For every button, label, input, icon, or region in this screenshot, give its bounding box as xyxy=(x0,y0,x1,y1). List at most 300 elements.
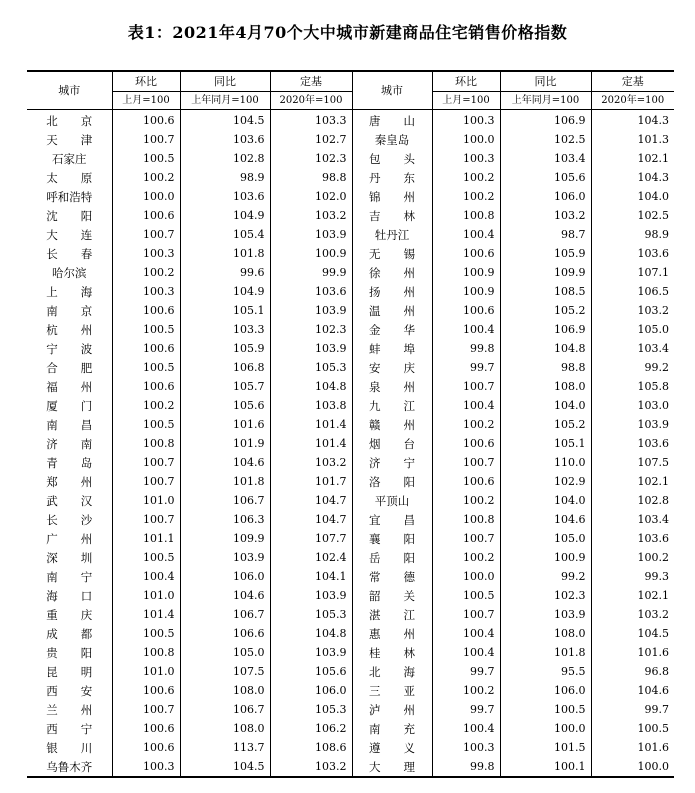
left-city-name: 南 宁 xyxy=(27,567,112,586)
table-row xyxy=(27,757,674,777)
left-mom-value: 100.5 xyxy=(112,624,180,643)
table-title: 表1：2021年4月70个大中城市新建商品住宅销售价格指数 xyxy=(127,23,568,42)
right-yoy-value: 106.0 xyxy=(500,681,591,700)
right-mom-value: 100.2 xyxy=(432,681,500,700)
table-row xyxy=(27,453,674,472)
left-mom-value: 101.1 xyxy=(112,529,180,548)
right-yoy-value: 106.9 xyxy=(500,320,591,339)
left-base-value: 103.9 xyxy=(270,225,352,244)
left-yoy-value: 105.0 xyxy=(180,643,270,662)
right-city-name: 大 理 xyxy=(352,757,432,777)
right-city-name: 遵 义 xyxy=(352,738,432,757)
table-row xyxy=(27,662,674,681)
table-row xyxy=(27,206,674,225)
right-mom-value: 100.7 xyxy=(432,453,500,472)
left-yoy-value: 105.7 xyxy=(180,377,270,396)
left-base-value: 103.2 xyxy=(270,453,352,472)
left-yoy-value: 103.6 xyxy=(180,187,270,206)
right-mom-value: 100.2 xyxy=(432,491,500,510)
right-city-name: 三 亚 xyxy=(352,681,432,700)
left-base-value: 101.7 xyxy=(270,472,352,491)
left-yoy-value: 105.9 xyxy=(180,339,270,358)
left-yoy-value: 98.9 xyxy=(180,168,270,187)
left-city-name: 南 昌 xyxy=(27,415,112,434)
left-mom-value: 100.7 xyxy=(112,225,180,244)
left-yoy-value: 106.3 xyxy=(180,510,270,529)
right-yoy-value: 105.1 xyxy=(500,434,591,453)
left-base-value: 103.9 xyxy=(270,301,352,320)
right-mom-value: 100.6 xyxy=(432,301,500,320)
right-yoy-value: 104.8 xyxy=(500,339,591,358)
left-base-value: 102.7 xyxy=(270,130,352,149)
right-yoy-value: 104.0 xyxy=(500,396,591,415)
left-base-value: 103.9 xyxy=(270,643,352,662)
right-city-name: 九 江 xyxy=(352,396,432,415)
left-mom-value: 100.7 xyxy=(112,510,180,529)
left-base-value: 103.3 xyxy=(270,110,352,131)
right-base-value: 103.6 xyxy=(637,436,669,450)
right-mom-value: 100.0 xyxy=(432,130,500,149)
left-mom-value: 100.8 xyxy=(112,643,180,662)
left-mom-value: 100.6 xyxy=(112,206,180,225)
left-city-name: 广 州 xyxy=(27,529,112,548)
right-city-name: 吉 林 xyxy=(352,206,432,225)
table-row xyxy=(27,282,674,301)
right-city-name: 北 海 xyxy=(352,662,432,681)
left-base-value: 108.6 xyxy=(270,738,352,757)
right-city-name: 赣 州 xyxy=(352,415,432,434)
right-city-name: 平顶山 xyxy=(352,491,432,510)
left-mom-value: 100.6 xyxy=(112,681,180,700)
table-row xyxy=(27,719,674,738)
table-row xyxy=(27,149,674,168)
left-base-value: 100.9 xyxy=(270,244,352,263)
table-row xyxy=(27,130,674,149)
left-base-value: 102.4 xyxy=(270,548,352,567)
header-mom-right: 环比 xyxy=(432,71,500,92)
right-yoy-value: 110.0 xyxy=(500,453,591,472)
left-yoy-value: 108.0 xyxy=(180,719,270,738)
header-base-sub-left: 2020年=100 xyxy=(270,92,352,110)
right-mom-value: 100.8 xyxy=(432,206,500,225)
table-row xyxy=(27,358,674,377)
right-mom-value: 100.2 xyxy=(432,168,500,187)
right-mom-value: 100.2 xyxy=(432,415,500,434)
left-city-name: 上 海 xyxy=(27,282,112,301)
right-yoy-value: 101.5 xyxy=(500,738,591,757)
right-mom-value: 100.4 xyxy=(432,719,500,738)
left-yoy-value: 104.9 xyxy=(180,282,270,301)
right-mom-value: 100.4 xyxy=(432,320,500,339)
right-yoy-value: 95.5 xyxy=(500,662,591,681)
left-city-name: 昆 明 xyxy=(27,662,112,681)
right-base-value: 103.9 xyxy=(637,417,669,431)
left-base-value: 104.8 xyxy=(270,624,352,643)
right-city-name: 金 华 xyxy=(352,320,432,339)
right-yoy-value: 102.9 xyxy=(500,472,591,491)
right-yoy-value: 105.6 xyxy=(500,168,591,187)
right-base-value: 103.0 xyxy=(637,398,669,412)
left-yoy-value: 104.5 xyxy=(180,110,270,131)
right-base-value: 101.6 xyxy=(637,740,669,754)
right-base-value: 103.6 xyxy=(637,531,669,545)
table-row xyxy=(27,415,674,434)
right-mom-value: 100.2 xyxy=(432,548,500,567)
right-base-value: 107.1 xyxy=(637,265,669,279)
right-mom-value: 100.9 xyxy=(432,282,500,301)
left-yoy-value: 106.7 xyxy=(180,605,270,624)
table-row xyxy=(27,225,674,244)
left-yoy-value: 104.9 xyxy=(180,206,270,225)
right-city-name: 洛 阳 xyxy=(352,472,432,491)
table-row xyxy=(27,110,674,131)
right-yoy-value: 102.3 xyxy=(500,586,591,605)
left-city-name: 成 都 xyxy=(27,624,112,643)
right-yoy-value: 108.5 xyxy=(500,282,591,301)
right-mom-value: 100.0 xyxy=(432,567,500,586)
right-city-name: 丹 东 xyxy=(352,168,432,187)
right-base-value: 102.1 xyxy=(637,474,669,488)
right-yoy-value: 104.6 xyxy=(500,510,591,529)
left-mom-value: 100.0 xyxy=(112,187,180,206)
right-city-name: 泉 州 xyxy=(352,377,432,396)
left-city-name: 济 南 xyxy=(27,434,112,453)
right-city-name: 惠 州 xyxy=(352,624,432,643)
left-city-name: 北 京 xyxy=(27,110,112,131)
right-city-name: 桂 林 xyxy=(352,643,432,662)
left-city-name: 西 宁 xyxy=(27,719,112,738)
right-yoy-value: 101.8 xyxy=(500,643,591,662)
right-base-value: 103.6 xyxy=(637,246,669,260)
left-base-value: 102.3 xyxy=(270,149,352,168)
left-base-value: 103.6 xyxy=(270,282,352,301)
right-mom-value: 99.8 xyxy=(432,339,500,358)
right-base-value: 103.2 xyxy=(637,303,669,317)
left-city-name: 武 汉 xyxy=(27,491,112,510)
left-city-name: 海 口 xyxy=(27,586,112,605)
right-base-value: 96.8 xyxy=(644,664,669,678)
left-base-value: 105.3 xyxy=(270,358,352,377)
table-row xyxy=(27,548,674,567)
left-city-name: 合 肥 xyxy=(27,358,112,377)
table-row xyxy=(27,567,674,586)
right-yoy-value: 106.9 xyxy=(500,110,591,131)
left-mom-value: 100.6 xyxy=(112,719,180,738)
left-city-name: 宁 波 xyxy=(27,339,112,358)
table-row xyxy=(27,187,674,206)
left-base-value: 101.4 xyxy=(270,415,352,434)
right-base-value: 103.4 xyxy=(637,512,669,526)
header-city-left: 城市 xyxy=(27,71,112,110)
left-base-value: 104.1 xyxy=(270,567,352,586)
left-yoy-value: 104.5 xyxy=(180,757,270,777)
right-yoy-value: 99.2 xyxy=(500,567,591,586)
right-yoy-value: 105.2 xyxy=(500,301,591,320)
table-row xyxy=(27,738,674,757)
table-body xyxy=(27,110,674,778)
left-mom-value: 101.0 xyxy=(112,662,180,681)
right-mom-value: 100.8 xyxy=(432,510,500,529)
right-mom-value: 100.4 xyxy=(432,396,500,415)
left-city-name: 银 川 xyxy=(27,738,112,757)
table-row xyxy=(27,491,674,510)
header-mom-sub-right: 上月=100 xyxy=(432,92,500,110)
left-mom-value: 100.6 xyxy=(112,110,180,131)
left-base-value: 103.9 xyxy=(270,586,352,605)
left-mom-value: 100.3 xyxy=(112,757,180,777)
left-mom-value: 101.0 xyxy=(112,491,180,510)
table-row xyxy=(27,700,674,719)
left-city-name: 福 州 xyxy=(27,377,112,396)
right-yoy-value: 100.5 xyxy=(500,700,591,719)
right-yoy-value: 100.1 xyxy=(500,757,591,777)
left-yoy-value: 108.0 xyxy=(180,681,270,700)
right-city-name: 烟 台 xyxy=(352,434,432,453)
right-mom-value: 99.7 xyxy=(432,662,500,681)
left-base-value: 107.7 xyxy=(270,529,352,548)
right-city-name: 无 锡 xyxy=(352,244,432,263)
right-base-value: 104.0 xyxy=(637,189,669,203)
left-city-name: 南 京 xyxy=(27,301,112,320)
right-base-value: 103.2 xyxy=(637,607,669,621)
left-base-value: 102.3 xyxy=(270,320,352,339)
left-yoy-value: 109.9 xyxy=(180,529,270,548)
right-city-name: 蚌 埠 xyxy=(352,339,432,358)
right-yoy-value: 98.7 xyxy=(500,225,591,244)
header-yoy-sub-right: 上年同月=100 xyxy=(500,92,591,110)
left-base-value: 102.0 xyxy=(270,187,352,206)
right-base-value: 99.2 xyxy=(644,360,669,374)
left-city-name: 哈尔滨 xyxy=(27,263,112,282)
left-base-value: 105.6 xyxy=(270,662,352,681)
left-city-name: 兰 州 xyxy=(27,700,112,719)
right-mom-value: 99.8 xyxy=(432,757,500,777)
right-base-value: 100.0 xyxy=(637,759,669,773)
right-mom-value: 99.7 xyxy=(432,700,500,719)
right-city-name: 宜 昌 xyxy=(352,510,432,529)
left-mom-value: 100.5 xyxy=(112,149,180,168)
left-city-name: 长 春 xyxy=(27,244,112,263)
left-yoy-value: 103.9 xyxy=(180,548,270,567)
left-city-name: 沈 阳 xyxy=(27,206,112,225)
table-row xyxy=(27,586,674,605)
table-row xyxy=(27,320,674,339)
right-base-value: 104.5 xyxy=(637,626,669,640)
right-mom-value: 100.5 xyxy=(432,586,500,605)
left-city-name: 青 岛 xyxy=(27,453,112,472)
left-yoy-value: 105.6 xyxy=(180,396,270,415)
right-base-value: 107.5 xyxy=(637,455,669,469)
right-base-value: 102.5 xyxy=(637,208,669,222)
right-city-name: 岳 阳 xyxy=(352,548,432,567)
right-yoy-value: 98.8 xyxy=(500,358,591,377)
table-row xyxy=(27,605,674,624)
left-mom-value: 101.4 xyxy=(112,605,180,624)
left-mom-value: 100.3 xyxy=(112,244,180,263)
right-yoy-value: 108.0 xyxy=(500,624,591,643)
left-base-value: 104.7 xyxy=(270,510,352,529)
table-row xyxy=(27,624,674,643)
right-city-name: 牡丹江 xyxy=(352,225,432,244)
right-mom-value: 100.7 xyxy=(432,605,500,624)
left-yoy-value: 103.6 xyxy=(180,130,270,149)
left-mom-value: 100.5 xyxy=(112,358,180,377)
left-city-name: 天 津 xyxy=(27,130,112,149)
table-row xyxy=(27,339,674,358)
right-city-name: 常 德 xyxy=(352,567,432,586)
left-mom-value: 100.7 xyxy=(112,453,180,472)
right-yoy-value: 105.2 xyxy=(500,415,591,434)
left-base-value: 106.0 xyxy=(270,681,352,700)
table-row xyxy=(27,244,674,263)
header-mom-sub-left: 上月=100 xyxy=(112,92,180,110)
header-yoy-left: 同比 xyxy=(180,71,270,92)
right-yoy-value: 108.0 xyxy=(500,377,591,396)
right-base-value: 104.3 xyxy=(637,113,669,127)
right-city-name: 泸 州 xyxy=(352,700,432,719)
right-base-value: 102.1 xyxy=(637,588,669,602)
left-base-value: 105.3 xyxy=(270,605,352,624)
left-city-name: 呼和浩特 xyxy=(27,187,112,206)
right-yoy-value: 100.9 xyxy=(500,548,591,567)
left-yoy-value: 106.0 xyxy=(180,567,270,586)
header-base-sub-right: 2020年=100 xyxy=(591,92,674,110)
left-city-name: 乌鲁木齐 xyxy=(27,757,112,777)
right-mom-value: 100.4 xyxy=(432,624,500,643)
right-city-name: 湛 江 xyxy=(352,605,432,624)
table-header xyxy=(27,71,674,110)
right-city-name: 济 宁 xyxy=(352,453,432,472)
left-yoy-value: 104.6 xyxy=(180,453,270,472)
left-base-value: 103.2 xyxy=(270,206,352,225)
table-row xyxy=(27,472,674,491)
right-city-name: 襄 阳 xyxy=(352,529,432,548)
table-row xyxy=(27,510,674,529)
left-city-name: 深 圳 xyxy=(27,548,112,567)
left-city-name: 厦 门 xyxy=(27,396,112,415)
left-yoy-value: 106.6 xyxy=(180,624,270,643)
right-mom-value: 100.6 xyxy=(432,472,500,491)
left-yoy-value: 102.8 xyxy=(180,149,270,168)
right-yoy-value: 103.4 xyxy=(500,149,591,168)
right-base-value: 100.2 xyxy=(637,550,669,564)
right-yoy-value: 106.0 xyxy=(500,187,591,206)
table-row xyxy=(27,643,674,662)
right-mom-value: 100.7 xyxy=(432,529,500,548)
left-yoy-value: 106.7 xyxy=(180,491,270,510)
right-yoy-value: 103.9 xyxy=(500,605,591,624)
right-mom-value: 100.6 xyxy=(432,434,500,453)
right-city-name: 包 头 xyxy=(352,149,432,168)
left-mom-value: 100.2 xyxy=(112,396,180,415)
left-mom-value: 100.6 xyxy=(112,738,180,757)
left-yoy-value: 105.4 xyxy=(180,225,270,244)
right-city-name: 扬 州 xyxy=(352,282,432,301)
left-yoy-value: 113.7 xyxy=(180,738,270,757)
left-mom-value: 100.5 xyxy=(112,415,180,434)
left-mom-value: 100.6 xyxy=(112,301,180,320)
right-mom-value: 100.3 xyxy=(432,738,500,757)
right-base-value: 100.5 xyxy=(637,721,669,735)
right-base-value: 101.3 xyxy=(637,132,669,146)
right-mom-value: 100.7 xyxy=(432,377,500,396)
left-city-name: 郑 州 xyxy=(27,472,112,491)
left-mom-value: 100.8 xyxy=(112,434,180,453)
left-base-value: 105.3 xyxy=(270,700,352,719)
right-mom-value: 100.3 xyxy=(432,149,500,168)
left-mom-value: 100.2 xyxy=(112,263,180,282)
header-base-right: 定基 xyxy=(591,71,674,92)
right-yoy-value: 102.5 xyxy=(500,130,591,149)
left-mom-value: 100.5 xyxy=(112,320,180,339)
left-mom-value: 101.0 xyxy=(112,586,180,605)
left-city-name: 贵 阳 xyxy=(27,643,112,662)
left-yoy-value: 105.1 xyxy=(180,301,270,320)
right-base-value: 102.8 xyxy=(637,493,669,507)
header-city-right: 城市 xyxy=(352,71,432,110)
right-base-value: 106.5 xyxy=(637,284,669,298)
right-mom-value: 100.6 xyxy=(432,244,500,263)
right-base-value: 104.6 xyxy=(637,683,669,697)
right-city-name: 秦皇岛 xyxy=(352,130,432,149)
left-base-value: 98.8 xyxy=(270,168,352,187)
right-city-name: 温 州 xyxy=(352,301,432,320)
left-yoy-value: 99.6 xyxy=(180,263,270,282)
header-yoy-sub-left: 上年同月=100 xyxy=(180,92,270,110)
right-city-name: 唐 山 xyxy=(352,110,432,131)
left-yoy-value: 106.7 xyxy=(180,700,270,719)
left-mom-value: 100.7 xyxy=(112,472,180,491)
left-yoy-value: 106.8 xyxy=(180,358,270,377)
right-mom-value: 100.3 xyxy=(432,110,500,131)
right-base-value: 102.1 xyxy=(637,151,669,165)
left-city-name: 大 连 xyxy=(27,225,112,244)
left-base-value: 101.4 xyxy=(270,434,352,453)
left-city-name: 重 庆 xyxy=(27,605,112,624)
right-base-value: 105.8 xyxy=(637,379,669,393)
right-mom-value: 100.2 xyxy=(432,187,500,206)
right-base-value: 98.9 xyxy=(644,227,669,241)
header-mom-left: 环比 xyxy=(112,71,180,92)
left-city-name: 长 沙 xyxy=(27,510,112,529)
left-mom-value: 100.7 xyxy=(112,700,180,719)
left-mom-value: 100.3 xyxy=(112,282,180,301)
left-mom-value: 100.5 xyxy=(112,548,180,567)
header-yoy-right: 同比 xyxy=(500,71,591,92)
left-yoy-value: 101.6 xyxy=(180,415,270,434)
right-yoy-value: 109.9 xyxy=(500,263,591,282)
left-base-value: 104.8 xyxy=(270,377,352,396)
right-city-name: 安 庆 xyxy=(352,358,432,377)
table-row xyxy=(27,434,674,453)
table-row xyxy=(27,301,674,320)
left-mom-value: 100.7 xyxy=(112,130,180,149)
right-yoy-value: 105.9 xyxy=(500,244,591,263)
table-row xyxy=(27,396,674,415)
right-base-value: 103.4 xyxy=(637,341,669,355)
left-yoy-value: 107.5 xyxy=(180,662,270,681)
table-row xyxy=(27,681,674,700)
right-base-value: 101.6 xyxy=(637,645,669,659)
right-city-name: 徐 州 xyxy=(352,263,432,282)
left-base-value: 99.9 xyxy=(270,263,352,282)
left-mom-value: 100.2 xyxy=(112,168,180,187)
left-yoy-value: 101.9 xyxy=(180,434,270,453)
right-mom-value: 100.4 xyxy=(432,643,500,662)
header-base-left: 定基 xyxy=(270,71,352,92)
right-city-name: 锦 州 xyxy=(352,187,432,206)
right-mom-value: 100.9 xyxy=(432,263,500,282)
